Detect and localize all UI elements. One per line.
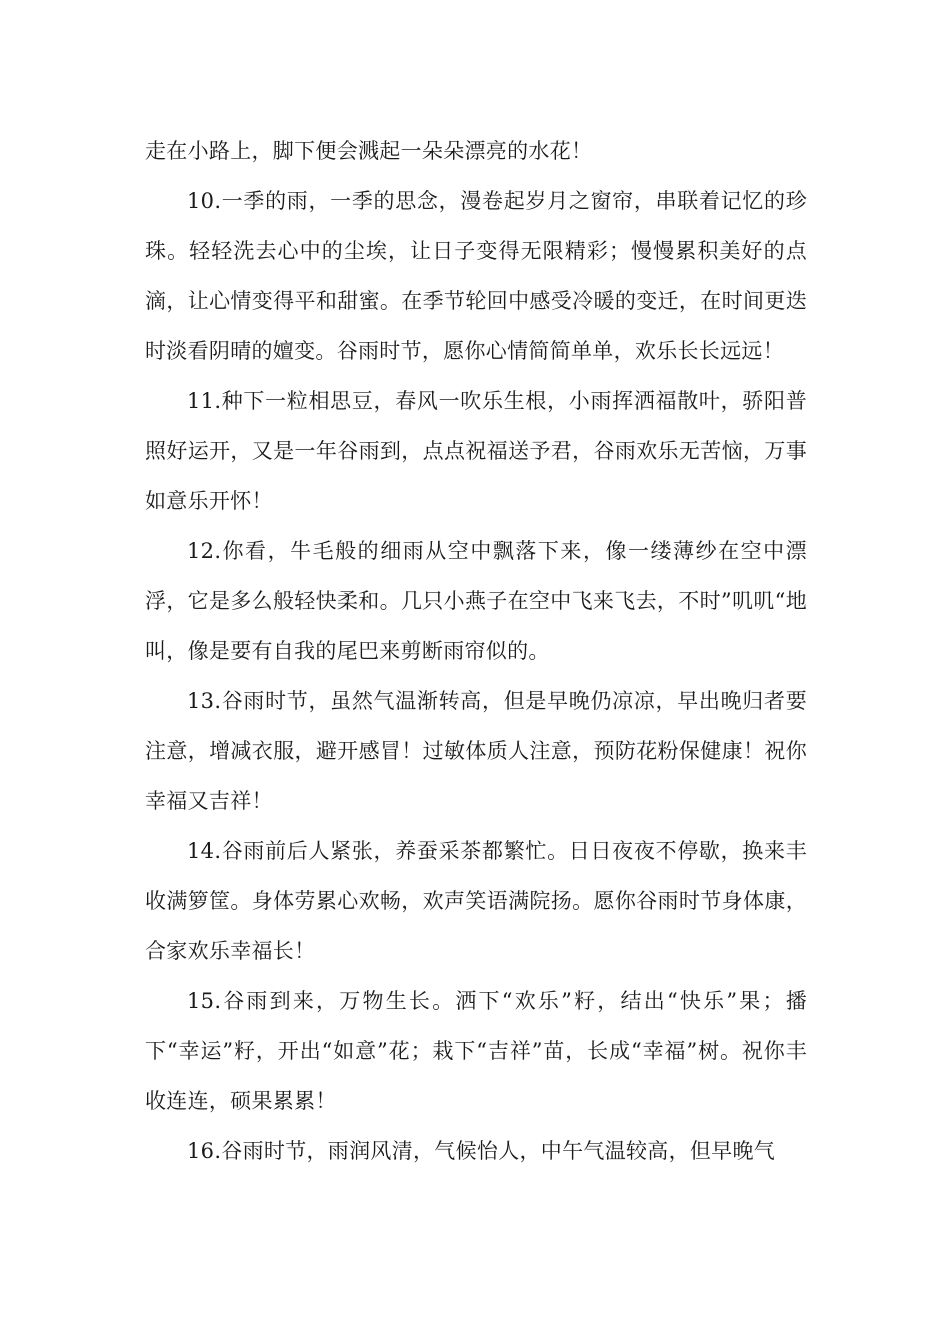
paragraph-14: 14.谷雨前后人紧张，养蚕采茶都繁忙。日日夜夜不停歇，换来丰收满箩筐。身体劳累心欢畅，欢声笑语满院扬。愿你谷雨时节身体康，合家欢乐幸福长！: [145, 839, 807, 963]
document-body: [145, 126, 807, 1176]
paragraph-16-start: 16.谷雨时节，雨润风清，气候怡人，中午气温较高，但早晚气: [187, 1139, 776, 1163]
paragraph-9-continuation: 走在小路上，脚下便会溅起一朵朵漂亮的水花！: [145, 139, 593, 163]
paragraph-11: 11.种下一粒相思豆，春风一吹乐生根，小雨挥洒福散叶，骄阳普照好运开，又是一年谷雨到，点点祝福送予君，谷雨欢乐无苦恼，万事如意乐开怀！: [145, 389, 807, 513]
paragraph-10: 10.一季的雨，一季的思念，漫卷起岁月之窗帘，串联着记忆的珍珠。轻轻洗去心中的尘埃，让日子变得无限精彩；慢慢累积美好的点滴，让心情变得平和甜蜜。在季节轮回中感受冷暖的变迁，在时间更迭时淡看阴晴的嬗变。谷雨时节，愿你心情简简单单，欢乐长长远远！: [145, 189, 807, 363]
paragraph-12: 12.你看，牛毛般的细雨从空中飘落下来，像一缕薄纱在空中漂浮，它是多么般轻快柔和。几只小燕子在空中飞来飞去，不时”叽叽“地叫，像是要有自我的尾巴来剪断雨帘似的。: [145, 539, 807, 663]
paragraph-13: 13.谷雨时节，虽然气温渐转高，但是早晚仍凉凉，早出晚归者要注意，增减衣服，避开感冒！过敏体质人注意，预防花粉保健康！祝你幸福又吉祥！: [145, 689, 807, 813]
paragraph-15: 15.谷雨到来，万物生长。洒下“欢乐”籽，结出“快乐”果；播下“幸运”籽，开出“如意”花；栽下“吉祥”苗，长成“幸福”树。祝你丰收连连，硕果累累！: [145, 989, 807, 1113]
